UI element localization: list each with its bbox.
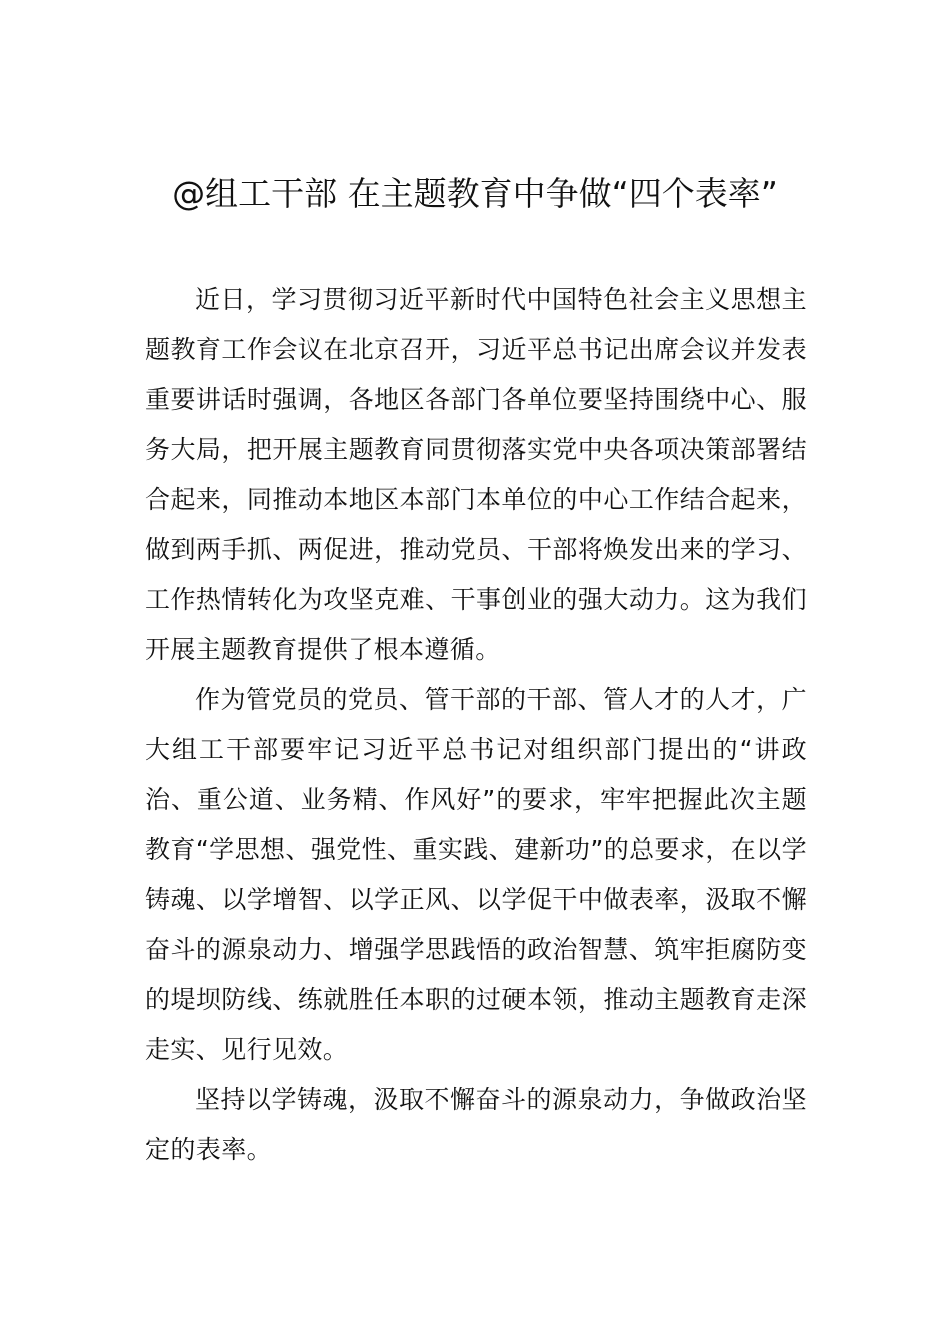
paragraph-3: 坚持以学铸魂，汲取不懈奋斗的源泉动力，争做政治坚定的表率。 bbox=[145, 1085, 807, 1164]
document-title: @组工干部 在主题教育中争做“四个表率” bbox=[172, 174, 778, 213]
paragraph-2: 作为管党员的党员、管干部的干部、管人才的人才，广大组工干部要牢记习近平总书记对组织部门提出的“讲政治、重公道、业务精、作风好”的要求，牢牢把握此次主题教育“学思想、强党性、重实践、建新功”的总要求，在以学铸魂、以学增智、以学正风、以学促干中做表率，汲取不懈奋斗的源泉动力、增强学思践悟的政治智慧、筑牢拒腐防变的堤坝防线、练就胜任本职的过硬本领，推动主题教育走深走实、见行见效。 bbox=[145, 685, 807, 1064]
paragraph-1: 近日，学习贯彻习近平新时代中国特色社会主义思想主题教育工作会议在北京召开，习近平总书记出席会议并发表重要讲话时强调，各地区各部门各单位要坚持围绕中心、服务大局，把开展主题教育同贯彻落实党中央各项决策部署结合起来，同推动本地区本部门本单位的中心工作结合起来，做到两手抓、两促进，推动党员、干部将焕发出来的学习、工作热情转化为攻坚克难、干事创业的强大动力。这为我们开展主题教育提供了根本遵循。 bbox=[145, 285, 807, 664]
